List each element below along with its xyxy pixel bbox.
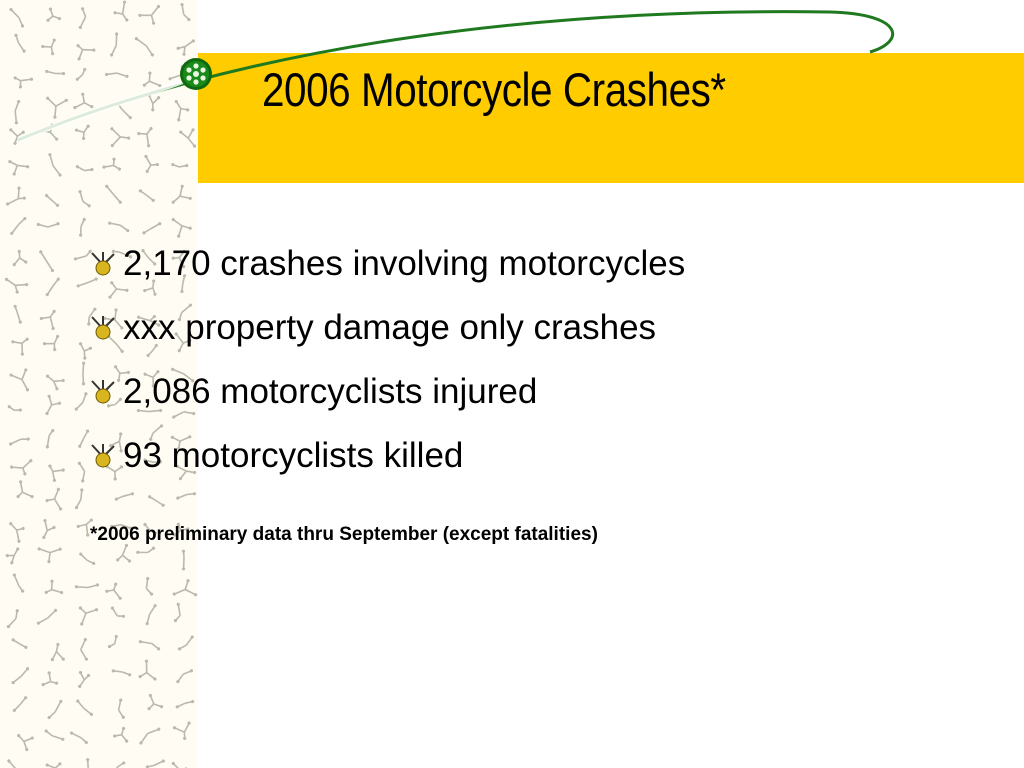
green-orb-icon: [179, 57, 213, 91]
bullet-text: 93 motorcyclists killed: [123, 436, 464, 475]
bullet-list: [90, 232, 685, 488]
tripod-bullet-icon: [90, 315, 116, 341]
slide-title: 2006 Motorcycle Crashes*: [262, 63, 726, 116]
tripod-bullet-icon: [90, 443, 116, 469]
footnote: *2006 preliminary data thru September (except fatalities): [90, 524, 598, 545]
bullet-text: xxx property damage only crashes: [123, 308, 657, 347]
bullet-item: [90, 296, 685, 360]
bullet-item: [90, 360, 685, 424]
bullet-item: [90, 232, 685, 296]
tripod-bullet-icon: [90, 379, 116, 405]
tripod-bullet-icon: [90, 251, 116, 277]
bullet-text: 2,086 motorcyclists injured: [123, 372, 538, 411]
bullet-item: [90, 424, 685, 488]
bullet-text: 2,170 crashes involving motorcycles: [123, 244, 686, 283]
